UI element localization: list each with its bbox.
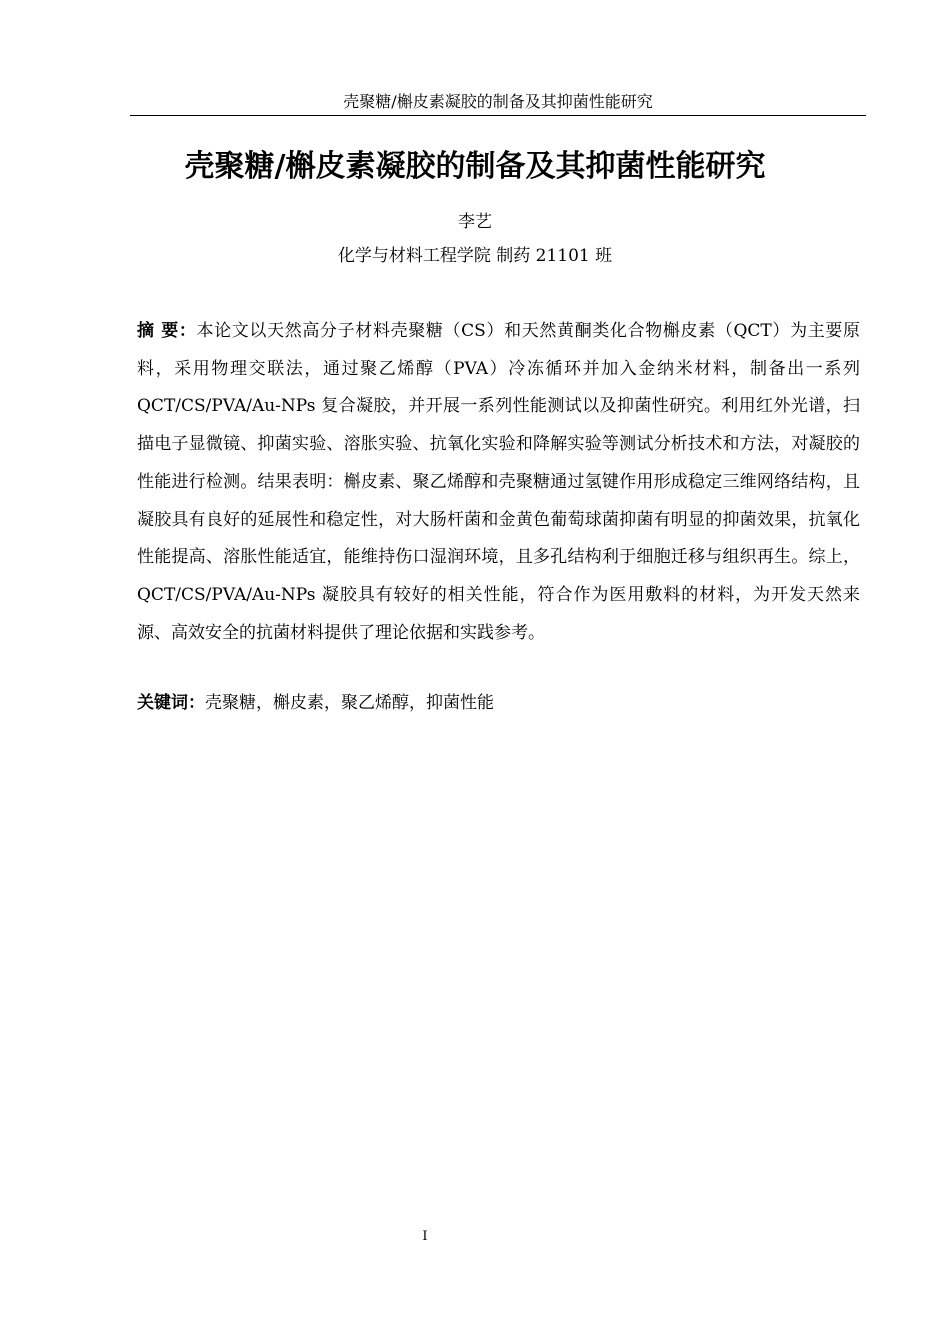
running-header: 壳聚糖/槲皮素凝胶的制备及其抑菌性能研究 — [130, 92, 866, 116]
keywords-label: 关键词： — [137, 693, 205, 713]
author-name: 李艺 — [458, 212, 492, 232]
keywords-text: 壳聚糖，槲皮素，聚乙烯醇，抑菌性能 — [205, 693, 494, 713]
abstract-paragraph — [137, 313, 860, 652]
keywords-line — [137, 688, 860, 718]
abstract-text: 本论文以天然高分子材料壳聚糖（CS）和天然黄酮类化合物槲皮素（QCT）为主要原料，采用物理交联法，通过聚乙烯醇（PVA）冷冻循环并加入金纳米材料，制备出一系列 QCT/CS/PVA/Au-NPs 复合凝胶，并开展一系列性能测试以及抑菌性研究。利用红外光谱，扫描电子显微镜、抑菌实验、溶胀实验、抗氧化实验和降解实验等测试分析技术和方法，对凝胶的性能进行检测。结果表明：槲皮素、聚乙烯醇和壳聚糖通过氢键作用形成稳定三维网络结构，且凝胶具有良好的延展性和稳定性，对大肠杆菌和金黄色葡萄球菌抑菌有明显的抑菌效果，抗氧化性能提高、溶胀性能适宜，能维持伤口湿润环境，且多孔结构利于细胞迁移与组织再生。综上，QCT/CS/PVA/Au-NPs 凝胶具有较好的相关性能，符合作为医用敷料的材料，为开发天然来源、高效安全的抗菌材料提供了理论依据和实践参考。 — [137, 321, 860, 643]
abstract-label: 摘 要： — [137, 321, 197, 341]
page-number: I — [422, 1229, 428, 1244]
paper-title: 壳聚糖/槲皮素凝胶的制备及其抑菌性能研究 — [184, 149, 766, 184]
author-affiliation: 化学与材料工程学院 制药 21101 班 — [337, 246, 613, 266]
